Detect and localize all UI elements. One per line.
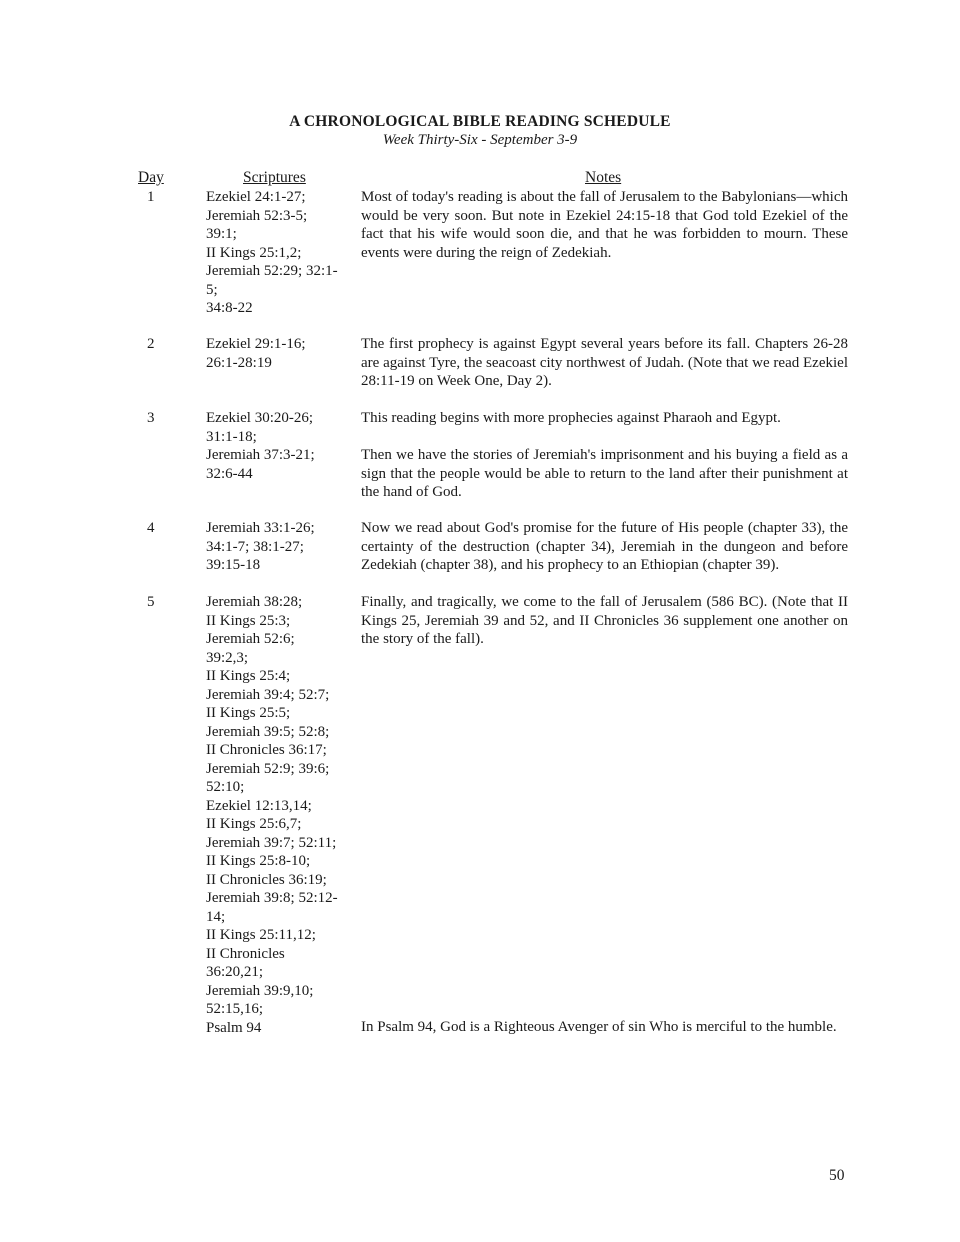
scripture-ref: Jeremiah 52:3-5; <box>206 207 308 224</box>
day-notes <box>361 593 848 649</box>
scripture-ref: II Kings 25:5; <box>206 705 291 721</box>
scripture-ref: Ezekiel 30:20-26; <box>206 410 314 426</box>
scripture-ref: Jeremiah 38:28; <box>206 594 303 610</box>
day-number: 4 <box>147 520 155 536</box>
scripture-list <box>206 335 348 372</box>
scripture-ref: Jeremiah 33:1-26; <box>206 520 315 536</box>
scripture-ref: II Kings 25:1,2; <box>206 244 302 261</box>
day-notes <box>361 188 848 262</box>
scripture-ref: II Kings 25:3; <box>206 612 291 629</box>
psalm-note <box>361 1018 848 1037</box>
scripture-ref: Ezekiel 29:1-16; <box>206 336 306 352</box>
scripture-ref: Jeremiah 39:7; 52:11; <box>206 834 337 851</box>
scripture-list <box>206 519 348 575</box>
page-title: A CHRONOLOGICAL BIBLE READING SCHEDULE <box>289 113 671 130</box>
scripture-ref: Jeremiah 39:9,10; <box>206 982 314 999</box>
scripture-ref: Jeremiah 37:3-21; <box>206 447 315 463</box>
scripture-ref: Psalm 94 <box>206 1019 262 1036</box>
column-header-notes: Notes <box>585 169 622 186</box>
scripture-ref: II Kings 25:4; <box>206 668 291 684</box>
note-paragraph: This reading begins with more prophecies against Pharaoh and Egypt. <box>361 410 781 426</box>
scripture-ref: II Kings 25:11,12; <box>206 927 316 943</box>
scripture-ref: 52:15,16; <box>206 1001 264 1017</box>
scripture-ref: 39:2,3; <box>206 649 249 666</box>
note-paragraph: In Psalm 94, God is a Righteous Avenger of sin Who is merciful to the humble. <box>361 1019 837 1035</box>
day-number: 1 <box>147 189 155 205</box>
note-paragraph: Finally, and tragically, we come to the fall of Jerusalem (586 BC). (Note that II Kings 25, Jeremiah 39 and 52, and II Chronicles 36 supplement one another on the story of the fall). <box>361 594 848 647</box>
scripture-ref: II Kings 25:6,7; <box>206 816 302 832</box>
scripture-ref: 31:1-18; <box>206 428 257 445</box>
scripture-ref: 52:10; <box>206 779 245 795</box>
scripture-list <box>206 188 348 318</box>
note-paragraph: The first prophecy is against Egypt several years before its fall. Chapters 26-28 are against Tyre, the seacoast city northwest of Judah. (Note that we read Ezekiel 28:11-19 on Week One, Day 2). <box>361 336 848 389</box>
scripture-ref: 34:1-7; 38:1-27; <box>206 538 304 555</box>
scripture-ref: Jeremiah 52:9; 39:6; <box>206 760 330 777</box>
day-notes <box>361 519 848 575</box>
day-number: 3 <box>147 410 155 426</box>
scripture-ref: Jeremiah 39:5; 52:8; <box>206 723 330 740</box>
day-notes <box>361 409 848 502</box>
scripture-ref: 39:15-18 <box>206 557 261 573</box>
scripture-ref: Ezekiel 24:1-27; <box>206 189 306 205</box>
day-notes <box>361 335 848 391</box>
scripture-ref: II Kings 25:8-10; <box>206 853 311 869</box>
scripture-ref: Ezekiel 12:13,14; <box>206 797 312 814</box>
scripture-ref: II Chronicles 36:19; <box>206 871 327 888</box>
page-subtitle: Week Thirty-Six - September 3-9 <box>382 132 578 148</box>
scripture-ref: Jeremiah 52:29; 32:1- <box>206 263 338 279</box>
scripture-ref: II Chronicles 36:17; <box>206 742 327 758</box>
scripture-ref: 34:8-22 <box>206 300 253 316</box>
scripture-list <box>206 409 348 483</box>
scripture-ref: 39:1; <box>206 226 237 242</box>
scripture-ref: II Chronicles <box>206 945 285 962</box>
scripture-ref: 26:1-28:19 <box>206 354 272 371</box>
scripture-ref: 14; <box>206 908 226 925</box>
day-number: 5 <box>147 594 155 610</box>
scripture-ref: 32:6-44 <box>206 465 253 482</box>
scripture-ref: Jeremiah 39:8; 52:12- <box>206 890 338 906</box>
note-paragraph: Now we read about God's promise for the future of His people (chapter 33), the certainty of the destruction (chapter 34), Jeremiah in the dungeon and before Zedekiah (chapter 38), and his prophecy to an Ethiopian (chapter 39). <box>361 520 848 573</box>
column-header-day: Day <box>138 169 164 186</box>
scripture-ref: 5; <box>206 281 218 298</box>
day-number: 2 <box>147 336 155 352</box>
scripture-ref: 36:20,21; <box>206 964 264 980</box>
scripture-ref: Jeremiah 39:4; 52:7; <box>206 686 330 703</box>
note-paragraph: Then we have the stories of Jeremiah's imprisonment and his buying a field as a sign that the people would be able to return to the land after their punishment at the hand of God. <box>361 447 848 500</box>
scripture-list <box>206 593 348 1037</box>
note-paragraph: Most of today's reading is about the fall of Jerusalem to the Babylonians—which would be very soon. But note in Ezekiel 24:15-18 that God told Ezekiel of the fact that his wife would soon die, and that he was forbidden to mourn. These events were during the reign of Zedekiah. <box>361 189 848 261</box>
scripture-ref: Jeremiah 52:6; <box>206 631 295 647</box>
page-number: 50 <box>829 1167 845 1184</box>
column-header-scriptures: Scriptures <box>243 169 306 186</box>
